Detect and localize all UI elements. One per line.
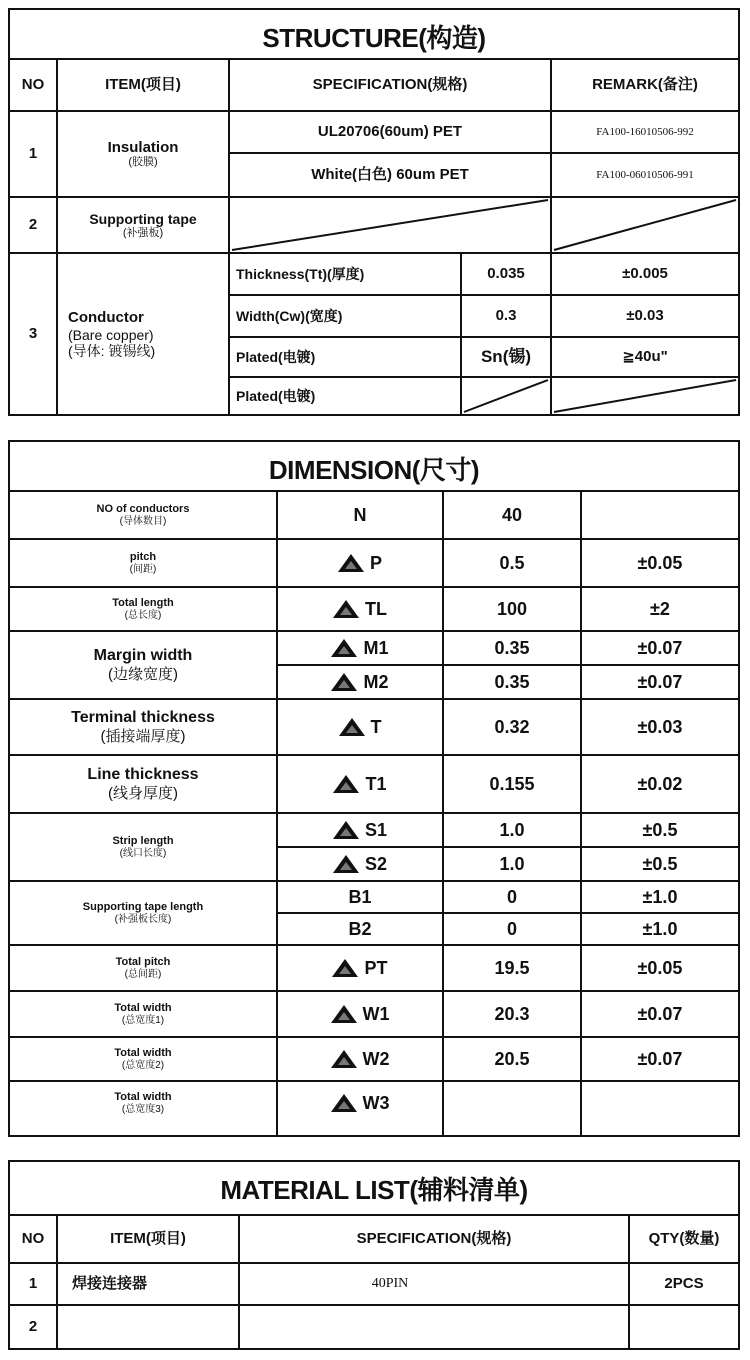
warning-triangle-icon: [338, 554, 364, 572]
empty-cell-diagonal: [230, 198, 550, 252]
dimension-label-cn: (间距): [129, 563, 157, 575]
dimension-value: 0.155: [489, 773, 535, 794]
dimension-symbol: [278, 700, 442, 754]
dimension-label-en: Total pitch: [115, 955, 171, 968]
dimension-tolerance: ±0.03: [637, 716, 683, 737]
structure-row1-no: 1: [28, 145, 38, 163]
dimension-label-en: Terminal thickness: [71, 709, 215, 727]
dimension-symbol-text: W2: [362, 1048, 390, 1069]
dimension-label-cn: (总长度): [124, 609, 162, 621]
dimension-tolerance: ±0.07: [637, 671, 683, 692]
structure-title: STRUCTURE(构造): [262, 23, 486, 53]
dimension-label-en: Supporting tape length: [82, 900, 204, 913]
conductor-plated-tol: ≧40u": [622, 348, 668, 366]
material-row1-item: 焊接连接器: [72, 1275, 148, 1293]
warning-triangle-icon: [331, 1005, 357, 1023]
dimension-label: [10, 814, 276, 880]
dimension-value: [444, 1082, 580, 1124]
dimension-label: [10, 756, 276, 812]
warning-triangle-icon: [333, 775, 359, 793]
material-header-item: ITEM(项目): [110, 1230, 186, 1248]
dimension-symbol-text: N: [353, 504, 367, 525]
dimension-tolerance: ±1.0: [642, 886, 678, 907]
dimension-symbol-text: S2: [364, 853, 388, 874]
dimension-value: 40: [501, 504, 523, 525]
dimension-tolerance: ±0.07: [637, 1048, 683, 1069]
conductor-thickness-tol: ±0.005: [622, 265, 668, 283]
material-title: MATERIAL LIST(辅料清单): [220, 1175, 528, 1205]
dimension-value: 19.5: [494, 957, 530, 978]
dimension-label: [10, 1082, 276, 1124]
insulation-spec-2: White(白色) 60um PET: [311, 166, 469, 184]
dimension-symbol: [278, 814, 442, 846]
dimension-table: [8, 440, 740, 1137]
dimension-label: [10, 882, 276, 944]
dimension-symbol: [278, 1082, 442, 1124]
dimension-symbol: [278, 666, 442, 698]
structure-row3-item: [58, 254, 228, 414]
dimension-symbol: [278, 992, 442, 1036]
dimension-label: [10, 946, 276, 990]
dimension-symbol-text: W3: [362, 1092, 390, 1113]
dimension-symbol-text: T: [370, 716, 382, 737]
dimension-symbol-text: TL: [365, 598, 387, 619]
dimension-symbol-text: M2: [363, 671, 389, 692]
dimension-tolerance: ±0.07: [637, 1003, 683, 1024]
dimension-label-cn: (总宽度1): [121, 1014, 165, 1026]
dimension-symbol: [278, 540, 442, 586]
insulation-remark-2: FA100-06010506-991: [596, 168, 694, 181]
dimension-label-cn: (插接端厚度): [100, 727, 186, 745]
structure-header-remark: REMARK(备注): [592, 76, 698, 94]
warning-triangle-icon: [333, 821, 359, 839]
material-row2-no: 2: [28, 1318, 38, 1336]
dimension-value: 1.0: [499, 819, 525, 840]
material-row1-no: 1: [28, 1275, 38, 1293]
dimension-label-cn: (总宽度2): [121, 1059, 165, 1071]
dimension-label-en: Total width: [114, 1090, 172, 1103]
dimension-symbol-text: P: [369, 552, 382, 573]
dimension-label-en: Total length: [112, 596, 174, 609]
dimension-tolerance: ±2: [650, 598, 670, 619]
dimension-symbol: [278, 882, 442, 912]
dimension-label-cn: (线身厚度): [108, 784, 178, 802]
dimension-label: [10, 632, 276, 698]
conductor-plated-label: Plated(电镀): [236, 348, 316, 365]
material-row1-spec: 40PIN: [371, 1275, 409, 1291]
material-header-no: NO: [21, 1230, 45, 1248]
dimension-value: 0.35: [494, 671, 530, 692]
empty-cell-diagonal: [552, 198, 738, 252]
conductor-width-value: 0.3: [495, 307, 517, 325]
dimension-tolerance: ±0.05: [637, 957, 683, 978]
dimension-label-en: Total width: [114, 1046, 172, 1059]
dimension-tolerance: ±1.0: [642, 918, 678, 939]
dimension-tolerance: ±0.07: [637, 637, 683, 658]
structure-header-no: NO: [21, 76, 45, 94]
material-header-qty: QTY(数量): [648, 1230, 720, 1248]
dimension-label-cn: (边缘宽度): [108, 665, 178, 683]
structure-row1-item: [58, 112, 228, 196]
dimension-symbol: [278, 914, 442, 944]
dimension-value: 0.5: [499, 552, 525, 573]
dimension-label-en: Total width: [114, 1001, 172, 1014]
dimension-symbol-text: S1: [364, 819, 388, 840]
dimension-label: [10, 588, 276, 630]
dimension-label-en: Strip length: [112, 834, 174, 847]
dimension-label: [10, 492, 276, 538]
material-header-spec: SPECIFICATION(规格): [356, 1230, 512, 1248]
dimension-value: 0.32: [494, 716, 530, 737]
conductor-width-label: Width(Cw)(宽度): [236, 307, 343, 324]
dimension-label-cn: (总间距): [124, 968, 162, 980]
dimension-tolerance: [582, 492, 738, 538]
dimension-label-cn: (导体数目): [119, 515, 167, 527]
insulation-spec-1: UL20706(60um) PET: [317, 123, 463, 141]
dimension-value: 20.5: [494, 1048, 530, 1069]
dimension-symbol: [278, 1038, 442, 1080]
conductor-thickness-label: Thickness(Tt)(厚度): [236, 265, 365, 282]
dimension-symbol-text: W1: [362, 1003, 390, 1024]
structure-header-item: ITEM(项目): [105, 76, 181, 94]
conductor-label-2: (Bare copper): [68, 326, 154, 343]
structure-row2-no: 2: [28, 216, 38, 234]
dimension-symbol: [278, 946, 442, 990]
dimension-symbol-text: B1: [348, 886, 372, 907]
dimension-tolerance: ±0.02: [637, 773, 683, 794]
dimension-label-cn: (总宽度3): [121, 1103, 165, 1115]
dimension-symbol: [278, 848, 442, 880]
warning-triangle-icon: [332, 959, 358, 977]
dimension-symbol: [278, 492, 442, 538]
dimension-value: 0.35: [494, 637, 530, 658]
dimension-label-en: Margin width: [93, 647, 193, 665]
dimension-value: 0: [506, 918, 517, 939]
dimension-symbol-text: B2: [348, 918, 372, 939]
dimension-tolerance: ±0.05: [637, 552, 683, 573]
warning-triangle-icon: [331, 1050, 357, 1068]
material-row1-qty: 2PCS: [664, 1275, 704, 1293]
dimension-symbol: [278, 756, 442, 812]
supporting-tape-label-cn: (补强板): [122, 226, 164, 239]
material-row2-item: [58, 1306, 238, 1348]
warning-triangle-icon: [333, 600, 359, 618]
dimension-value: 100: [496, 598, 528, 619]
dimension-symbol-text: PT: [364, 957, 388, 978]
dimension-tolerance: [582, 1082, 738, 1124]
dimension-label-en: pitch: [129, 550, 157, 563]
dimension-label: [10, 992, 276, 1036]
insulation-remark-1: FA100-16010506-992: [596, 125, 694, 138]
dimension-label: [10, 700, 276, 754]
dimension-label-en: Line thickness: [87, 766, 199, 784]
conductor-plated-value: Sn(锡): [480, 347, 532, 367]
conductor-thickness-value: 0.035: [487, 265, 525, 283]
dimension-label-cn: (线口长度): [119, 847, 167, 859]
material-row2-spec: [240, 1306, 628, 1348]
warning-triangle-icon: [339, 718, 365, 736]
structure-header-spec: SPECIFICATION(规格): [312, 76, 468, 94]
supporting-tape-label: Supporting tape: [89, 210, 197, 227]
dimension-title: DIMENSION(尺寸): [268, 455, 480, 485]
material-row2-qty: [630, 1306, 738, 1348]
empty-cell-diagonal: [552, 378, 738, 414]
structure-row3-no: 3: [28, 325, 38, 343]
dimension-label-en: NO of conductors: [96, 502, 190, 515]
conductor-width-tol: ±0.03: [626, 307, 664, 325]
warning-triangle-icon: [331, 673, 357, 691]
warning-triangle-icon: [333, 855, 359, 873]
dimension-value: 1.0: [499, 853, 525, 874]
dimension-value: 0: [506, 886, 517, 907]
empty-cell-diagonal: [462, 378, 550, 414]
conductor-label-cn: (导体: 镀锡线): [68, 342, 156, 359]
warning-triangle-icon: [331, 1094, 357, 1112]
dimension-symbol-text: M1: [363, 637, 389, 658]
dimension-value: 20.3: [494, 1003, 530, 1024]
conductor-plated2-label: Plated(电镀): [236, 387, 316, 404]
insulation-label: Insulation: [107, 139, 179, 157]
insulation-label-cn: (胶膜): [128, 156, 158, 169]
conductor-label: Conductor: [68, 309, 144, 327]
dimension-label: [10, 1038, 276, 1080]
dimension-symbol: [278, 588, 442, 630]
structure-row2-item: [58, 198, 228, 252]
material-table: [8, 1160, 740, 1350]
warning-triangle-icon: [331, 639, 357, 657]
structure-table: [8, 8, 740, 416]
dimension-label: [10, 540, 276, 586]
dimension-symbol: [278, 632, 442, 664]
dimension-tolerance: ±0.5: [642, 853, 678, 874]
dimension-tolerance: ±0.5: [642, 819, 678, 840]
dimension-symbol-text: T1: [365, 773, 387, 794]
dimension-label-cn: (补强板长度): [114, 913, 172, 925]
